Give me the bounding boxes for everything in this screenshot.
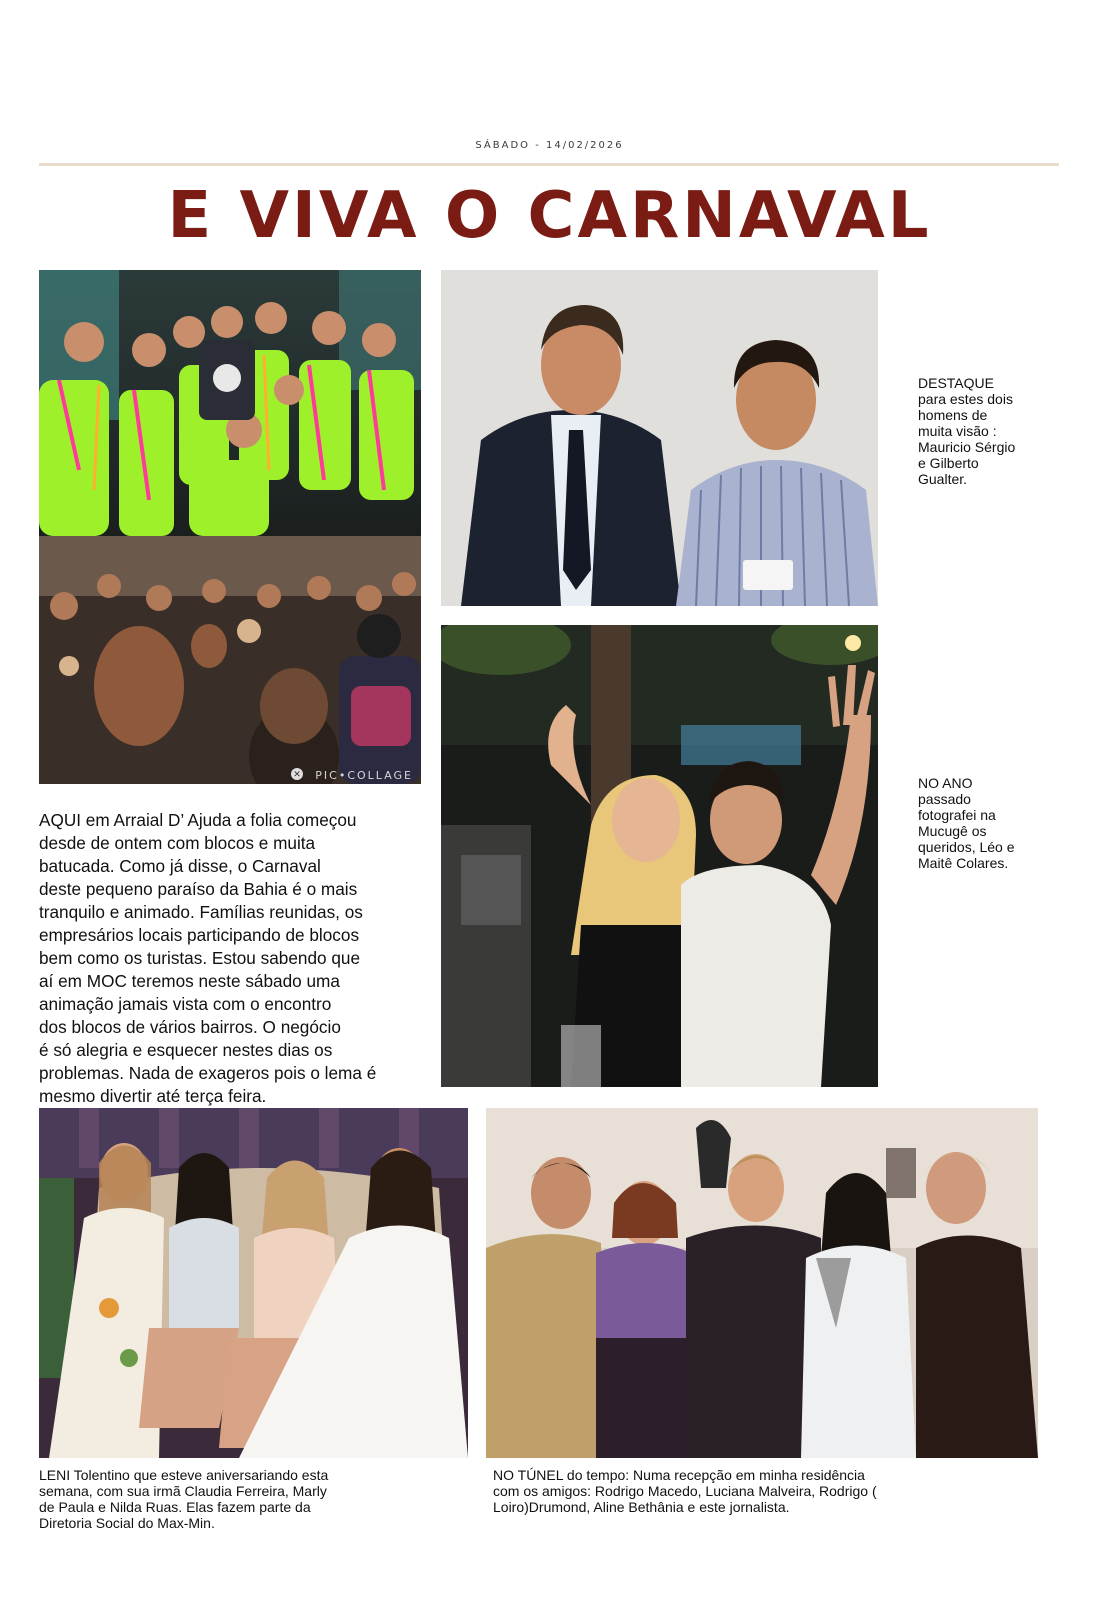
article-line: mesmo divertir até terça feira. [39,1086,267,1106]
photo-leo-maite [441,625,878,1087]
dateline: SÁBADO - 14/02/2026 [475,140,624,151]
page-title: E VIVA O CARNAVAL [167,179,932,253]
photo-leni-friends [39,1108,468,1458]
caption-line: Gualter. [918,471,968,487]
caption-leni [39,1467,469,1531]
caption-line: para estes dois [918,391,1013,407]
caption-line: LENI Tolentino que esteve aniversariando esta [39,1467,329,1483]
article-line: tranquilo e animado. Famílias reunidas, os [39,902,363,922]
article-line: batucada. Como já disse, o Carnaval [39,856,321,876]
article-line: animação jamais vista com o encontro [39,994,332,1014]
caption-line: passado [918,791,971,807]
article-line: é só alegria e esquecer nestes dias os [39,1040,333,1060]
article-line: AQUI em Arraial D’ Ajuda a folia começou [39,810,357,830]
article-line: desde de ontem com blocos e muita [39,833,316,853]
article-line: problemas. Nada de exageros pois o lema é [39,1063,377,1083]
caption-line: Loiro)Drumond, Aline Bethânia e este jornalista. [493,1499,790,1515]
header-divider [39,163,1059,166]
caption-line: NO TÚNEL do tempo: Numa recepção em minha residência [493,1467,865,1483]
photo-tunel-do-tempo [486,1108,1038,1458]
caption-line: de Paula e Nilda Ruas. Elas fazem parte da [39,1499,311,1515]
caption-tunel [493,1467,1053,1515]
caption-line: NO ANO [918,775,973,791]
article-line: deste pequeno paraíso da Bahia é o mais [39,879,358,899]
caption-line: e Gilberto [918,455,979,471]
caption-line: fotografei na [918,807,996,823]
caption-line: homens de [918,407,988,423]
caption-line: semana, com sua irmã Claudia Ferreira, Marly [39,1483,327,1499]
close-icon: ✕ [291,768,303,780]
caption-line: DESTAQUE [918,375,994,391]
caption-line: Mauricio Sérgio [918,439,1016,455]
caption-line: Maitê Colares. [918,855,1009,871]
article-line: empresários locais participando de blocos [39,925,360,945]
article-line: aí em MOC teremos neste sábado uma [39,971,340,991]
caption-no-ano [918,775,1043,871]
caption-destaque [918,375,1043,487]
caption-line: muita visão : [918,423,997,439]
article-line: dos blocos de vários bairros. O negócio [39,1017,341,1037]
photo-mauricio-gilberto [441,270,878,606]
photo-neon-bloco-group [39,270,421,536]
collage-watermark: PIC•COLLAGE [315,769,413,782]
article-body [39,809,429,1108]
caption-line: com os amigos: Rodrigo Macedo, Luciana Malveira, Rodrigo ( [493,1483,877,1499]
caption-line: Mucugê os [918,823,987,839]
caption-line: Diretoria Social do Max-Min. [39,1515,215,1531]
article-line: bem como os turistas. Estou sabendo que [39,948,361,968]
photo-carnival-crowd [39,536,421,784]
caption-line: queridos, Léo e [918,839,1015,855]
